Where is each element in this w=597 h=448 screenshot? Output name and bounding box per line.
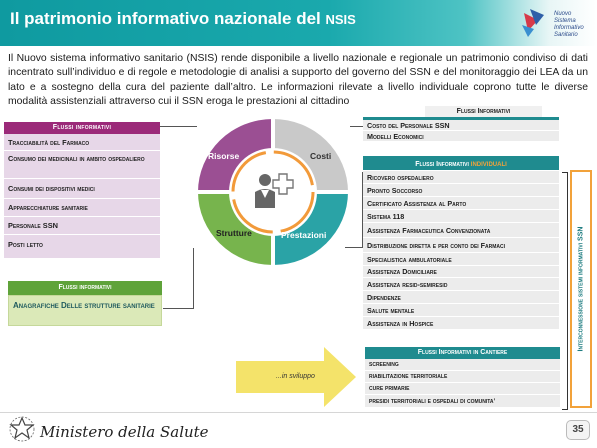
cycle-diagram	[190, 117, 356, 267]
list-item: presidi territoriali e ospedali di comunita’	[365, 395, 560, 408]
intro-paragraph: Il Nuovo sistema informativo sanitario (NSIS) rende disponibile a livello nazionale e regionale un patrimonio condiviso di dati incentrato sull’individuo e di regole e metodologie di analisi a supporto del governo del SSN e del monitoraggio dei LEA da un lato e a sostegno della cura del paziente dall’altro. Le informazioni rilevate a livello individuale coprono tutte le diverse modalità assistenziali attraverso cui il SSN eroga le prestazioni al cittadino	[8, 53, 588, 108]
risorse-box	[4, 134, 160, 258]
list-item: Specialistica ambulatoriale	[363, 253, 559, 266]
list-item: cure primarie	[365, 383, 560, 395]
strutture-item: Anagrafiche Delle strutture sanitarie	[13, 301, 155, 310]
list-item: Ricovero ospedaliero	[363, 171, 559, 184]
list-item: Consumo dei medicinali in ambito ospedaliero	[4, 151, 160, 179]
republic-emblem-icon	[8, 414, 36, 446]
list-item: Assistenza resid-semiresid	[363, 278, 559, 291]
list-item: Personale SSN	[4, 217, 160, 235]
cantiere-box-title: Flussi Informativi in Cantiere	[365, 347, 560, 359]
interconnection-label: Interconnessione sistemi informativi SSN	[577, 226, 585, 352]
circle-label-strutture: Strutture	[216, 228, 252, 238]
costi-box-title: Flussi Informativi	[425, 106, 542, 117]
list-item: Certificato Assistenza al Parto	[363, 197, 559, 210]
connector-strutture-v	[193, 248, 194, 309]
ministry-name: Ministero della Salute	[40, 423, 209, 441]
list-item: Costo del Personale SSN	[363, 120, 559, 131]
list-item: Sistema 118	[363, 210, 559, 223]
slide-number: 35	[566, 420, 590, 440]
bracket	[562, 172, 568, 410]
list-item: Tracciabilità del Farmaco	[4, 134, 160, 151]
list-item: Salute mentale	[363, 304, 559, 317]
list-item: Dipendenze	[363, 291, 559, 304]
circle-label-prestazioni: Prestazioni	[281, 230, 327, 240]
connector-risorse	[160, 126, 197, 127]
list-item: screening	[365, 359, 560, 371]
page-title: Il patrimonio informativo nazionale del NSIS	[10, 9, 356, 28]
list-item: Posti letto	[8, 240, 43, 249]
connector-strutture-h	[163, 308, 193, 309]
list-item: Distribuzione diretta e per conto dei Farmaci	[363, 238, 559, 253]
list-item: riabilitazione territoriale	[365, 371, 560, 383]
arrow-label: ...in sviluppo	[276, 373, 315, 380]
list-item: Assistenza in Hospice	[363, 317, 559, 330]
list-item: Modelli Economici	[363, 131, 559, 142]
list-item: Apparecchiature sanitarie	[4, 199, 160, 217]
cantiere-list	[365, 359, 560, 408]
risorse-box-title: Flussi informativi	[4, 122, 160, 134]
strutture-box-title: Flussi informativi	[8, 281, 162, 295]
list-item: Pronto Soccorso	[363, 184, 559, 197]
prestazioni-list	[363, 171, 559, 336]
circle-label-risorse: Risorse	[208, 151, 240, 161]
footer-divider	[0, 412, 597, 413]
logo-text: Nuovo Sistema Informativo Sanitario	[554, 11, 584, 38]
connector-costi-h	[350, 126, 363, 127]
list-item: Assistenza Domiciliare	[363, 266, 559, 278]
list-item: Consumi dei dispositivi medici	[4, 179, 160, 199]
prestazioni-box-title: Flussi Informativi individuali	[363, 156, 559, 170]
strutture-box	[8, 295, 162, 326]
connector-prestazioni	[345, 247, 363, 248]
circle-label-costi: Costi	[310, 151, 332, 161]
list-item: Assistenza Farmaceutica Convenzionata	[363, 223, 559, 238]
